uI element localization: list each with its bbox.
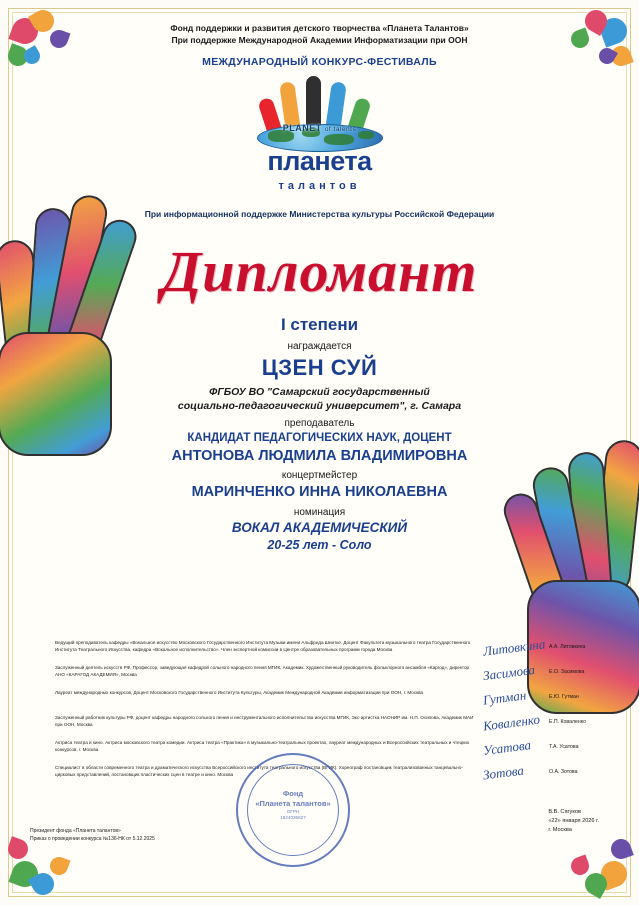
jury-row [55,711,621,734]
planet-of-talents-logo [215,76,425,201]
jury-name: Е.О. Засимова [549,669,585,675]
jury-signature [482,711,549,734]
teacher-name: АНТОНОВА ЛЮДМИЛА ВЛАДИМИРОВНА [171,448,468,465]
signoff-date: «22» января 2026 г. [548,818,599,825]
jury-description: Заслуженный деятель искусств РФ, Профессор, заведующая кафедрой сольного народного пения МГИК, Академик. Художественный руководитель фольклорного ансамбля «Каргод», директор АНО «КАРАГОД АКАДЕМИЯ», Москва [55,665,470,677]
jury-name: Т.А. Усатова [549,744,579,750]
stamp-ogrn-value: 1624036627 [280,815,306,821]
jury-description: Актриса театра и кино. Актриса московского театра комедии. Актриса театра «Практика» в музыкально-театральных проектах, лауреат международных и Всероссийских театральных и чтецких конкурсов, г. Москва [55,740,470,752]
jury-signature [482,737,549,758]
stamp-ogrn-label: ОГРН [286,809,300,815]
nomination-label: номинация [293,506,346,518]
header-line-2: При поддержке Международной Академии Информатизации при ООН [171,35,468,46]
footer-order-line: Приказ о проведении конкурса №136-НК от 5.12.2025 [30,836,155,842]
teacher-label: преподаватель [284,417,355,429]
logo-sub-text: талантов [278,179,361,192]
jury-name: О.А. Зотова [549,769,578,775]
jury-row [55,737,621,758]
signoff-city: г. Москва [548,827,572,834]
award-title: Дипломант [161,238,478,304]
jury-signature [482,661,549,684]
accompanist-label: концертмейстер [281,470,358,482]
signature-mark: Литовкина [482,636,547,659]
signature-mark: Зотова [482,762,525,783]
organization-line-1: ФГБОУ ВО "Самарский государственный [209,385,430,398]
signoff-block [548,808,599,835]
stamp-top: Фонд [282,789,304,798]
footer-president-line: Президент фонда «Планета талантов» [30,828,121,834]
nomination-value: ВОКАЛ АКАДЕМИЧЕСКИЙ [231,519,408,535]
jury-description: Специалист в области современного театра и драматического искусства Всероссийского института театрального искусства (ВГИК). Хореограф постановщик театрализованных танцевально-цирковых представлений, постановщик пластических сцен в театре и кино. Москва [55,765,463,777]
jury-row [55,661,621,684]
official-stamp [236,753,350,867]
stamp-text [238,789,348,822]
header-block [0,0,639,47]
signoff-name: В.В. Сягуков [548,809,581,816]
ministry-support-line: При информационной поддержке Министерства культуры Российской Федерации [144,208,495,219]
jury-description: Лауреат международных конкурсов, Доцент Московского Государственного Института Культуры, Академик Международной Академии информатизации при ООН, г. Москва [55,690,424,695]
logo-en-text: PLANET of talents [282,122,357,133]
accompanist-name: МАРИНЧЕНКО ИННА НИКОЛАЕВНА [191,484,448,501]
jury-signature [482,762,549,783]
jury-name: Е.Ю. Гутман [549,694,579,700]
jury-row [55,687,621,708]
logo-ru-text: планета [267,145,372,176]
signature-mark: Коваленко [482,711,541,734]
footer-block [30,827,155,843]
jury-description: Ведущий преподаватель кафедры «Вокальное искусство Московского Государственного Института Музыки имени Альфреда Шнитке. Доцент Факультета музыкального театра Государственного Института Театрального Искусства, кафедра «Вокальное исполнительство». Член экспертной комиссии в Центре образовательных программ города Москва [55,640,471,652]
awarded-to-label: награждается [287,340,352,352]
teacher-title: КАНДИДАТ ПЕДАГОГИЧЕСКИХ НАУК, ДОЦЕНТ [187,431,452,444]
festival-title: МЕЖДУНАРОДНЫЙ КОНКУРС-ФЕСТИВАЛЬ [202,55,437,68]
signature-mark: Усатова [482,737,532,758]
signature-mark: Гутман [482,687,527,708]
organization-line-2: социально-педагогический университет", г. Самара [177,399,462,412]
category-value: 20-25 лет - Соло [267,537,372,552]
header-line-1: Фонд поддержки и развития детского творчества «Планета Талантов» [170,23,469,33]
jury-name: А.А. Литовкина [549,644,586,650]
winner-name: ЦЗЕН СУЙ [261,354,378,380]
jury-signature [482,687,549,708]
jury-row [55,636,621,659]
jury-list [55,636,621,790]
stamp-main: «Планета талантов» [255,799,331,809]
signature-mark: Засимова [482,661,536,684]
jury-name: Е.П. Коваленко [549,719,586,725]
jury-description: Заслуженный работник культуры РФ, доцент кафедры народного сольного пения и инструментального исполнительства искусства МГИК, Экс-артистка НАОНИР им. Н.П. Осипова, Академик МАИ при ООН, Москва [55,715,474,727]
jury-signature [482,636,549,659]
award-degree: I степени [280,314,359,334]
